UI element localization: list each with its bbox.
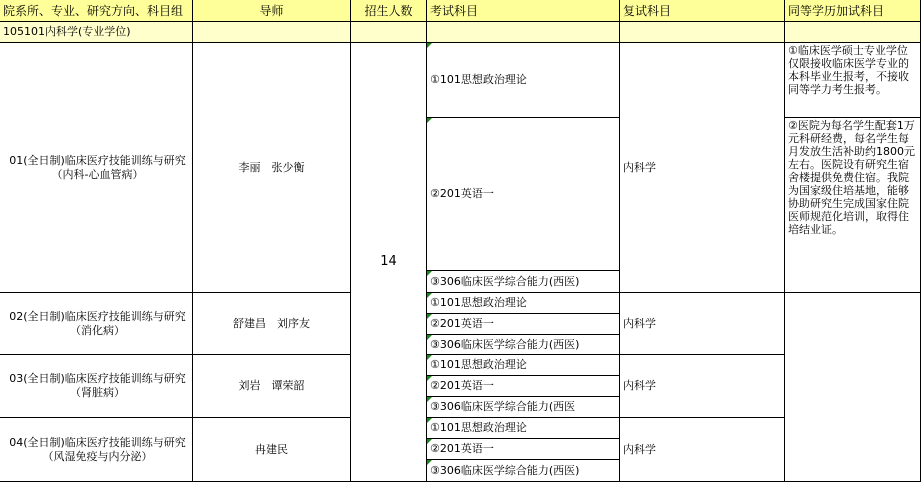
direction-name-text: 02(全日制)临床医疗技能训练与研究（消化病）: [9, 309, 186, 337]
direction-name: [0, 418, 193, 482]
retest-subject: 内科学: [620, 43, 785, 293]
major-retest-blank: [620, 22, 785, 43]
direction-name-text: 03(全日制)临床医疗技能训练与研究（肾脏病）: [9, 372, 186, 399]
direction-advisors: 舒建昌 刘序友: [193, 293, 351, 355]
exam-subject: ②201英语一: [427, 118, 620, 271]
retest-subject: 内科学: [620, 355, 785, 418]
direction-advisors: 冉建民: [193, 418, 351, 482]
exam-subject: ③306临床医学综合能力(西医: [427, 397, 620, 418]
direction-name-text: 01(全日制)临床医疗技能训练与研究（内科-心血管病）: [9, 153, 186, 181]
major-equiv-blank: [785, 22, 921, 43]
header-dept: 院系所、专业、研究方向、科目组: [0, 0, 193, 22]
header-enroll: 招生人数: [351, 0, 427, 22]
enrollment-count: 14: [351, 43, 427, 482]
exam-subject: ①101思想政治理论: [427, 293, 620, 314]
header-advisor: 导师: [193, 0, 351, 22]
header-equiv: 同等学历加试科目: [785, 0, 921, 22]
direction-name: [0, 43, 193, 293]
exam-subject: ②201英语一: [427, 314, 620, 335]
direction-advisors: 李丽 张少衡: [193, 43, 351, 293]
direction-name: [0, 293, 193, 355]
exam-subject: ③306临床医学综合能力(西医): [427, 460, 620, 482]
exam-subject: ③306临床医学综合能力(西医): [427, 271, 620, 293]
header-retest: 复试科目: [620, 0, 785, 22]
retest-subject: 内科学: [620, 418, 785, 482]
exam-subject: ②201英语一: [427, 376, 620, 397]
equiv-blank: [785, 293, 921, 482]
major-exam-blank: [427, 22, 620, 43]
header-exam: 考试科目: [427, 0, 620, 22]
exam-subject: ①101思想政治理论: [427, 355, 620, 376]
major-title: 105101内科学(专业学位): [0, 22, 193, 43]
major-advisor-blank: [193, 22, 351, 43]
exam-subject: ②201英语一: [427, 439, 620, 460]
exam-subject: ③306临床医学综合能力(西医): [427, 335, 620, 355]
equiv-note-1: ①临床医学硕士专业学位仅限接收临床医学专业的本科毕业生报考，不接收同等学力考生报考。: [785, 43, 921, 118]
exam-subject: ①101思想政治理论: [427, 43, 620, 118]
equiv-note-2: ②医院为每名学生配套1万元科研经费，每名学生每月发放生活补助约1800元左右。医院设有研究生宿舍楼提供免费住宿。我院为国家级住培基地，能够协助研究生完成国家住院医师规范化培训，取得住培结业证。: [785, 118, 921, 293]
direction-name-text: 04(全日制)临床医疗技能训练与研究（风湿免疫与内分泌）: [9, 435, 186, 463]
direction-name: [0, 355, 193, 418]
direction-advisors: 刘岩 谭荣韶: [193, 355, 351, 418]
major-enroll-blank: [351, 22, 427, 43]
retest-subject: 内科学: [620, 293, 785, 355]
exam-subject: ①101思想政治理论: [427, 418, 620, 439]
